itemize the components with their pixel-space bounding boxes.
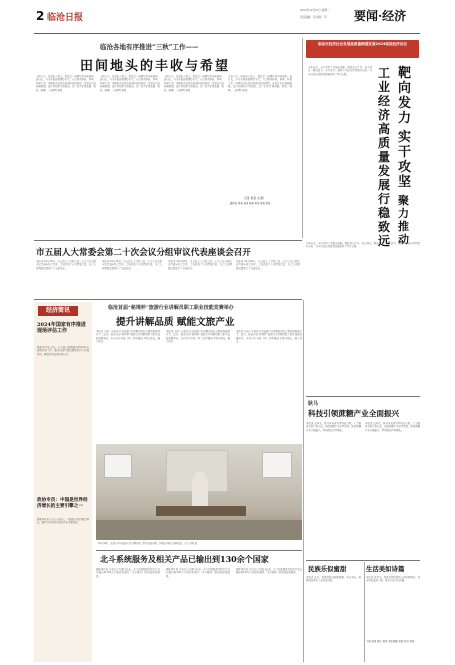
tourism-story-body-col-2: 本报讯 为进一步提升全市旅游行业讲解员的综合素质和服务水平，近日，临沧首届“秘境杯”旅游行业讲解员职工职业技能竞赛举办。来自全市各县（区）的参赛选手同台竞技，展示风采。 (166, 330, 230, 344)
honey-story (306, 562, 362, 662)
page-number: 2 (36, 9, 45, 23)
tourism-story (96, 302, 302, 442)
top-story-byline-2: 通讯员 某某 某某 某某 某某 某某 某某 (230, 202, 271, 205)
npc-section-divider (34, 299, 302, 300)
npc-story-body-col-1: 本报讯 10月18日，市五届人大常委会第二十次会议分组审议代表座谈会召开。会议听取了有关情况汇报，与会人员围绕议题进行了交流讨论。 (36, 260, 96, 270)
photo-divider (96, 550, 302, 551)
econ-brief-body-2: 据新华社电 有关专家表示，中国经济保持稳定增长，继续为世界经济增长作出重要贡献。 (37, 518, 89, 525)
slogan-line-1: 靶向发力 (398, 66, 412, 126)
photo-floor (96, 520, 302, 540)
competition-photo (96, 444, 302, 540)
tech-story (306, 398, 420, 558)
top-story-body-col-3: 金秋十月，在临沧大地上，到处是一派繁忙的丰收景象。连日来，全市各地抢抓晴好天气，有序推进秋收、秋种、秋管工作，田间地头处处洋溢着丰收的喜悦。在双江自治县勐勐镇，成片的稻田金黄饱满，农户们正忙着收割、脱粒、晾晒，一派繁忙景象。 (164, 75, 224, 92)
photo-tea-table (156, 506, 246, 516)
life-story-footer: 主编 某某 编审 某某 本版编辑 某某 校对 某某 (366, 640, 415, 643)
slogan-line-3: 聚力推动 (398, 194, 409, 246)
npc-story-body-col-4: 本报讯 10月18日，市五届人大常委会第二十次会议分组审议代表座谈会召开。会议听取了有关情况汇报，与会人员围绕议题进行了交流讨论。 (236, 260, 300, 270)
top-story (34, 38, 298, 238)
top-column-divider (302, 38, 303, 238)
honey-story-body: 本报讯 近日，某某村群众载歌载舞，共庆丰收，民族团结进步之花处处绽放。 (306, 576, 361, 583)
top-story-kicker: 临沧各地有序推进“三秋”工作—— (100, 43, 199, 51)
editor-line: 责任编辑：李 排版：李 (300, 16, 327, 19)
tech-story-body-col-2: 本报讯 近年来，耿马自治县坚持科技引领，大力推进甘蔗良种良法，加快蔗糖产业转型升级，推动蔗糖产业全面振兴，带动群众持续增收。 (365, 422, 420, 432)
forum-banner-label: 临沧市经济社会发展高质量跨越发展2024临沧经济论坛 (306, 40, 419, 58)
paper-name-logo: 临沧日报 (47, 13, 84, 23)
life-story (366, 562, 422, 662)
life-story-body: 本报讯 近年来，某某乡持续推进人居环境整治，村容村貌焕然一新，群众生活美如诗篇。 (366, 576, 420, 583)
right-divider-1 (306, 396, 420, 397)
beidou-story (96, 552, 302, 662)
photo-studio-light-right (262, 452, 292, 478)
date-line: 2024年10月21日 星期一 (300, 9, 330, 12)
econ-brief-headline-1: 2024年国家有序推进现场评估工作 (37, 322, 86, 335)
bottom-right-divider (364, 562, 365, 662)
beidou-story-body-col-3: 据新华社电 记者从有关部门获悉，北斗系统服务及相关产品已输出到130余个国家和地区，为全球用户提供高质量服务。 (236, 568, 302, 575)
tourism-story-kicker: 临沧首届“秘境杯”旅游行业讲解员职工职业技能竞赛举办 (108, 305, 234, 311)
photo-presenter (192, 472, 208, 508)
right-divider-2 (306, 560, 420, 561)
beidou-story-body-col-1: 据新华社电 记者从有关部门获悉，北斗系统服务及相关产品已输出到130余个国家和地区，为全球用户提供高质量服务。 (96, 568, 160, 578)
tourism-story-body-col-1: 本报讯 为进一步提升全市旅游行业讲解员的综合素质和服务水平，近日，临沧首届“秘境杯”旅游行业讲解员职工职业技能竞赛举办。来自全市各县（区）的参赛选手同台竞技，展示风采。 (96, 330, 160, 344)
life-story-headline: 生活美如诗篇 (366, 565, 405, 573)
beidou-story-headline: 北斗系统服务及相关产品已输出到130余个国家 (100, 554, 269, 564)
tourism-story-headline: 提升讲解品质 赋能文旅产业 (116, 317, 235, 328)
top-story-body-col-1: 金秋十月，在临沧大地上，到处是一派繁忙的丰收景象。连日来，全市各地抢抓晴好天气，有序推进秋收、秋种、秋管工作，田间地头处处洋溢着丰收的喜悦。在双江自治县勐勐镇，成片的稻田金黄饱满，农户们正忙着收割、脱粒、晾晒，一派繁忙景象。 (36, 75, 96, 92)
top-story-headline: 田间地头的丰收与希望 (80, 59, 231, 74)
top-section-divider (34, 240, 302, 241)
slogan-line-2: 实干攻坚 (398, 130, 412, 190)
section-title: 要闻·经济 (354, 9, 407, 23)
econ-brief-body-1: 据新华社电 近日，有关部门部署推进2024年度现场评估工作，要求各地严格按照规定程序开展评估，确保评估结果客观公正。 (37, 346, 89, 356)
tourism-photo-caption: 10月18日，临沧市举办旅游行业讲解员职工职业技能竞赛，参赛选手展示讲解技能。记者 某某 摄 (98, 542, 198, 545)
top-story-body-col-4: 金秋十月，在临沧大地上，到处是一派繁忙的丰收景象。连日来，全市各地抢抓晴好天气，有序推进秋收、秋种、秋管工作，田间地头处处洋溢着丰收的喜悦。在双江自治县勐勐镇，成片的稻田金黄饱满，农户们正忙着收割、脱粒、晾晒，一派繁忙景象。 (228, 75, 292, 92)
beidou-story-body-col-2: 据新华社电 记者从有关部门获悉，北斗系统服务及相关产品已输出到130余个国家和地区，为全球用户提供高质量服务。 (166, 568, 230, 578)
right-banner-body: 今年以来，全市坚持工业强市战略，聚焦重点产业、重点项目，靶向发力、实干攻坚，推动工业经济持续回升向好，为全市经济高质量发展提供了坚实支撑。 (308, 66, 372, 76)
econ-brief-box (34, 302, 92, 662)
honey-story-headline: 民族乐似蜜甜 (308, 565, 347, 573)
lower-column-divider (303, 300, 304, 662)
econ-brief-headline-2: 政协专员：中国是世界经济增长的主要引擎之一 (37, 498, 88, 509)
masthead (0, 0, 455, 36)
right-banner-continuation: 今年以来，全市坚持工业强市战略，聚焦重点产业、重点项目，靶向发力、实干攻坚，推动工业经济持续回升向好，为全市经济高质量发展提供了坚实支撑。 (306, 242, 420, 249)
slogan-line-4: 工业经济高质量发展行稳致远 (378, 66, 391, 248)
top-story-body-col-2: 金秋十月，在临沧大地上，到处是一派繁忙的丰收景象。连日来，全市各地抢抓晴好天气，有序推进秋收、秋种、秋管工作，田间地头处处洋溢着丰收的喜悦。在双江自治县勐勐镇，成片的稻田金黄饱满，农户们正忙着收割、脱粒、晾晒，一派繁忙景象。 (100, 75, 160, 92)
right-banner (306, 38, 420, 248)
econ-brief-label: 经济简讯 (38, 306, 78, 316)
npc-story-headline: 市五届人大常委会第二十次会议分组审议代表座谈会召开 (36, 248, 251, 258)
tech-story-body-col-1: 本报讯 近年来，耿马自治县坚持科技引领，大力推进甘蔗良种良法，加快蔗糖产业转型升级，推动蔗糖产业全面振兴，带动群众持续增收。 (306, 422, 361, 432)
photo-studio-light-left (104, 454, 132, 478)
tech-story-kicker: 耿马 (308, 401, 319, 407)
npc-story (34, 244, 302, 298)
top-story-byline-1: 记者 某某 文/图 (244, 196, 264, 200)
tourism-story-body-col-3: 本报讯 为进一步提升全市旅游行业讲解员的综合素质和服务水平，近日，临沧首届“秘境杯”旅游行业讲解员职工职业技能竞赛举办。来自全市各县（区）的参赛选手同台竞技，展示风采。 (236, 330, 302, 344)
npc-story-body-col-2: 本报讯 10月18日，市五届人大常委会第二十次会议分组审议代表座谈会召开。会议听取了有关情况汇报，与会人员围绕议题进行了交流讨论。 (102, 260, 162, 270)
masthead-divider (34, 33, 420, 34)
npc-story-body-col-3: 本报讯 10月18日，市五届人大常委会第二十次会议分组审议代表座谈会召开。会议听取了有关情况汇报，与会人员围绕议题进行了交流讨论。 (168, 260, 232, 270)
tech-story-headline: 科技引领蔗糖产业全面振兴 (308, 409, 400, 418)
